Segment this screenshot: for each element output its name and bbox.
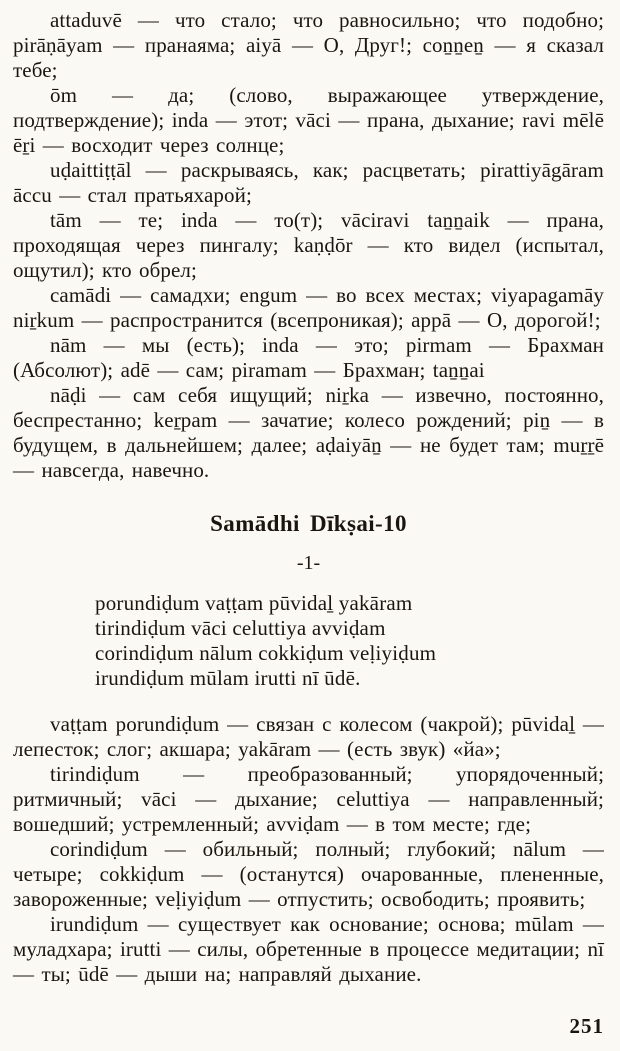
verse-line: porundiḍum vaṭṭam pūvidaḻ yakāram bbox=[95, 591, 413, 615]
glossary-bottom bbox=[13, 712, 604, 987]
glossary-paragraph: tirindiḍum — преобразованный; упорядоченный; ритмичный; vāci — дыхание; celuttiya — направленный; вошедший; устремленный; avviḍam — в том месте; где; bbox=[13, 762, 604, 836]
glossary-paragraph: ōm — да; (слово, выражающее утверждение, подтверждение); inda — этот; vāci — прана, дыхание; ravi mēlē ēṟi — восходит через солнце; bbox=[13, 83, 604, 157]
glossary-paragraph: attaduvē — что стало; что равносильно; что подобно; pirāṇāyam — пранаяма; aiyā — О, Друг!; coṉṉeṉ — я сказал тебе; bbox=[13, 8, 604, 82]
glossary-top bbox=[13, 8, 604, 483]
glossary-paragraph: corindiḍum — обильный; полный; глубокий; nālum — четыре; cokkiḍum — (останутся) очарованные, плененные, завороженные; veḷiyiḍum — отпустить; освободить; проявить; bbox=[13, 837, 604, 911]
verse-line: irundiḍum mūlam irutti nī ūdē. bbox=[95, 666, 361, 690]
stanza-number: -1- bbox=[296, 552, 321, 574]
page-number: 251 bbox=[569, 1014, 604, 1038]
verse-line: tirindiḍum vāci celuttiya avviḍam bbox=[95, 616, 386, 640]
glossary-paragraph: nāḍi — сам себя ищущий; niṟka — извечно, постоянно, беспрестанно; keṟpam — зачатие; колесо рождений; piṉ — в будущем, в дальнейшем; далее; aḍaiyāṉ — не будет там; muṟṟē — навсегда, навечно. bbox=[13, 383, 604, 482]
glossary-paragraph: tām — те; inda — то(т); vāciravi taṉṉaik — прана, проходящая через пингалу; kaṇḍōr — кто видел (испытал, ощутил); кто обрел; bbox=[13, 208, 604, 282]
glossary-paragraph: camādi — самадхи; engum — во всех местах; viyapagamāy niṟkum — распространится (всепроникая); appā — О, дорогой!; bbox=[13, 283, 604, 332]
glossary-paragraph: uḍaittiṭṭāl — раскрываясь, как; расцветать; pirattiyāgāram āccu — стал пратьяхарой; bbox=[13, 158, 604, 207]
section-title: Samādhi Dīkṣai-10 bbox=[210, 511, 407, 536]
verse-block bbox=[95, 591, 604, 691]
glossary-paragraph: vaṭṭam porundiḍum — связан с колесом (чакрой); pūvidaḻ — лепесток; слог; акшара; yakāram — (есть звук) «йа»; bbox=[13, 712, 604, 761]
verse-line: corindiḍum nālum cokkiḍum veḷiyiḍum bbox=[95, 641, 437, 665]
glossary-paragraph: nām — мы (есть); inda — это; pirmam — Брахман (Абсолют); adē — сам; piramam — Брахман; taṉṉai bbox=[13, 333, 604, 382]
glossary-paragraph: irundiḍum — существует как основание; основа; mūlam — муладхара; irutti — силы, обретенные в процессе медитации; nī — ты; ūdē — дыши на; направляй дыхание. bbox=[13, 912, 604, 986]
